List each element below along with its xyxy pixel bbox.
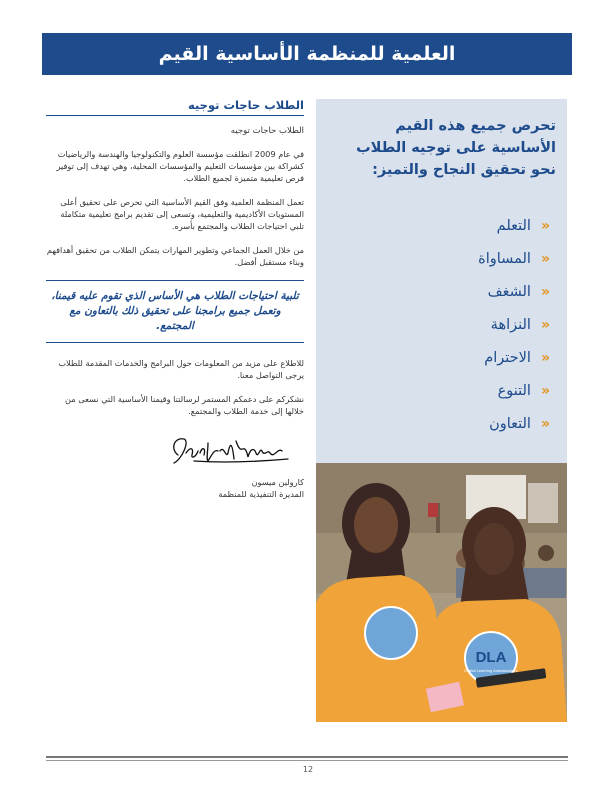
values-panel: [316, 99, 567, 463]
list-item: [336, 374, 550, 407]
signer-title: المديرة التنفيذية للمنظمة: [218, 489, 304, 499]
values-intro: تحرص جميع هذه القيم الأساسية على توجيه الطلاب نحو تحقيق النجاح والتميز:: [356, 118, 556, 178]
value-label: الاحترام: [484, 349, 531, 366]
page-number: 12: [302, 765, 314, 774]
bullet-icon: «: [540, 349, 550, 366]
list-item: [336, 341, 550, 374]
value-label: التعلم: [496, 217, 531, 234]
list-item: [336, 407, 550, 440]
value-label: المساواة: [478, 250, 531, 267]
signature: [46, 429, 304, 473]
students-photo: [316, 463, 567, 722]
bullet-icon: «: [540, 382, 550, 399]
letter-heading: الطلاب حاجات توجيه: [46, 98, 304, 116]
signature-image: [164, 429, 304, 473]
bullet-icon: «: [540, 283, 550, 300]
value-label: التنوع: [497, 382, 531, 399]
dla-badge-subtext: Digital Learning Ambassadors: [464, 668, 518, 673]
value-label: الشغف: [487, 283, 531, 300]
header-bar: [42, 33, 572, 75]
letter-paragraph-3: من خلال العمل الجماعي وتطوير المهارات يتمكن الطلاب من تحقيق أهدافهم وبناء مستقبل أفضل.: [46, 245, 304, 267]
letter-column: [46, 98, 304, 499]
list-item: [336, 209, 550, 242]
dla-badge-text: DLA: [475, 649, 507, 666]
page-title: العلمية للمنظمة الأساسية القيم: [158, 43, 456, 65]
letter-greeting: الطلاب حاجات توجيه: [230, 126, 304, 136]
footer-rule: [46, 756, 568, 758]
value-label: التعاون: [489, 415, 531, 432]
students-illustration: [316, 463, 567, 722]
bullet-icon: «: [540, 415, 550, 432]
signer-name: كارولين ميسون: [251, 477, 304, 487]
list-item: [336, 275, 550, 308]
bullet-icon: «: [540, 250, 550, 267]
letter-paragraph-4: للاطلاع على مزيد من المعلومات حول البرامج والخدمات المقدمة للطلاب يرجى التواصل معنا.: [58, 358, 304, 380]
pull-quote-text: تلبية احتياجات الطلاب هي الأساس الذي تقوم عليه قيمنا، وتعمل جميع برامجنا على تحقيق ذلك بالتعاون مع المجتمع.: [51, 290, 299, 332]
letter-paragraph-1: في عام 2009 انطلقت مؤسسة العلوم والتكنولوجيا والهندسة والرياضيات كشراكة بين مؤسسات التعليم والمؤسسات المحلية، وهي تهدف إلى توفير فرص تعليمية متميزة لجميع الطلاب.: [56, 149, 304, 183]
bullet-icon: «: [540, 316, 550, 333]
footer-rule-thin: [46, 760, 568, 761]
list-item: [336, 308, 550, 341]
list-item: [336, 242, 550, 275]
letter-paragraph-2: تعمل المنظمة العلمية وفق القيم الأساسية التي تحرص على تحقيق أعلى المستويات الأكاديمية والتعليمية، وتسعى إلى تقديم برامج تعليمية متكاملة تلبي احتياجات الطلاب والمجتمع بأسره.: [60, 197, 304, 231]
value-label: النزاهة: [490, 316, 531, 333]
letter-paragraph-5: نشكركم على دعمكم المستمر لرسالتنا وقيمنا الأساسية التي نسعى من خلالها إلى خدمة الطلاب والمجتمع.: [65, 394, 304, 416]
pull-quote: [46, 280, 304, 343]
bullet-icon: «: [540, 217, 550, 234]
values-list: [336, 209, 550, 440]
